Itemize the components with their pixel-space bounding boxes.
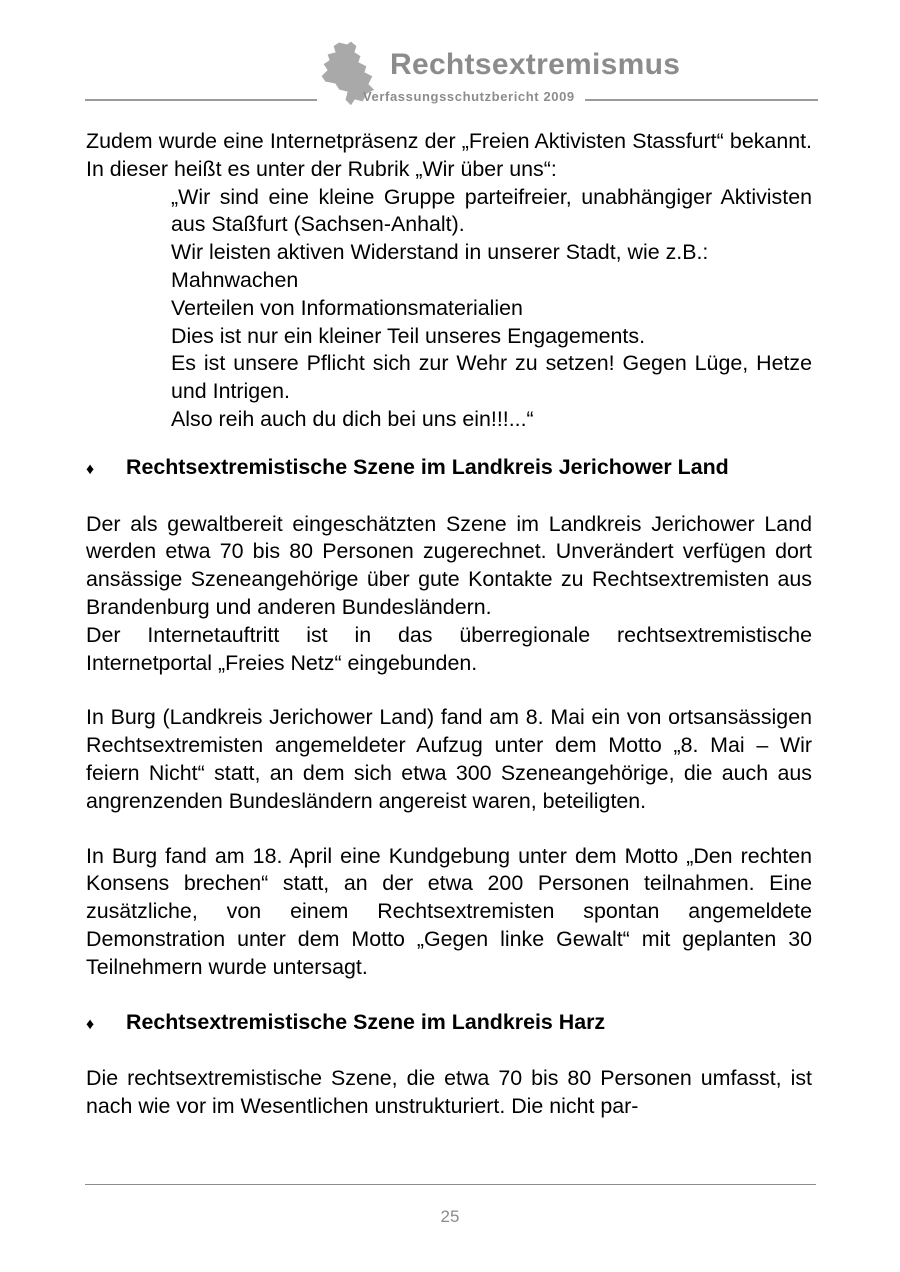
diamond-bullet-icon: ♦ (86, 460, 95, 478)
body-paragraph: Die rechtsextremistische Szene, die etwa 70 bis 80 Personen umfasst, ist nach wie vor im Wesentlichen unstrukturiert. Die nicht par- (86, 1066, 812, 1119)
section-heading-jerichower-land (86, 454, 812, 484)
header-title: Rechtsextremismus (390, 48, 681, 81)
quote-line: Verteilen von Informationsmaterialien (171, 295, 523, 320)
header-subtitle: Verfassungsschutzbericht 2009 (363, 89, 575, 104)
section-heading-text: Rechtsextremistische Szene im Landkreis Harz (126, 1009, 606, 1034)
page-header (0, 0, 900, 110)
intro-paragraph: Zudem wurde eine Internetpräsenz der „Freien Aktivisten Stassfurt“ bekannt. In dieser heißt es unter der Rubrik „Wir über uns“: (86, 129, 812, 181)
diamond-bullet-icon: ♦ (86, 1015, 95, 1033)
body-paragraph: In Burg (Landkreis Jerichower Land) fand am 8. Mai ein von ortsansässigen Rechtsextremisten angemeldeter Aufzug unter dem Motto „8. Mai – Wir feiern Nicht“ statt, an dem sich etwa 300 Szeneangehörige, die auch aus angrenzenden Bundesländern angereist waren, beteiligten. (86, 705, 812, 813)
body-paragraph: Der als gewaltbereit eingeschätzten Szene im Landkreis Jerichower Land werden etwa 70 bis 80 Personen zugerechnet. Unverändert verfügen dort ansässige Szeneangehörige über gute Kontakte zu Rechtsextremisten aus Brandenburg und anderen Bundesländern. (86, 511, 812, 619)
quote-line: Wir leisten aktiven Widerstand in unserer Stadt, wie z.B.: (171, 240, 709, 265)
body-paragraph: In Burg fand am 18. April eine Kundgebung unter dem Motto „Den rechten Konsens brechen“ statt, an der etwa 200 Personen teilnahmen. Eine zusätzliche, von einem Rechtsextremisten spontan angemeldete Demonstration unter dem Motto „Gegen linke Gewalt“ mit geplanten 30 Teilnehmern wurde untersagt. (86, 843, 812, 979)
header-rule-left (85, 99, 317, 101)
quote-line: Also reih auch du dich bei uns ein!!!...“ (171, 406, 534, 431)
quote-line: Mahnwachen (171, 267, 299, 292)
quote-line: „Wir sind eine kleine Gruppe parteifreier, unabhängiger Aktivisten aus Staßfurt (Sachsen-Anhalt). (171, 184, 812, 237)
header-rule-right (585, 99, 818, 101)
section-heading-harz (86, 1009, 812, 1039)
page-content (86, 128, 812, 1121)
quote-line: Es ist unsere Pflicht sich zur Wehr zu setzen! Gegen Lüge, Hetze und Intrigen. (171, 351, 812, 404)
page-number: 25 (440, 1207, 460, 1226)
quote-line: Dies ist nur ein kleiner Teil unseres Engagements. (171, 323, 646, 348)
section-heading-text: Rechtsextremistische Szene im Landkreis Jerichower Land (126, 454, 729, 479)
footer-rule (85, 1184, 816, 1185)
body-paragraph: Der Internetauftritt ist in das überregionale rechtsextremistische Internetportal „Freies Netz“ eingebunden. (86, 622, 812, 675)
quote-block (86, 184, 812, 434)
